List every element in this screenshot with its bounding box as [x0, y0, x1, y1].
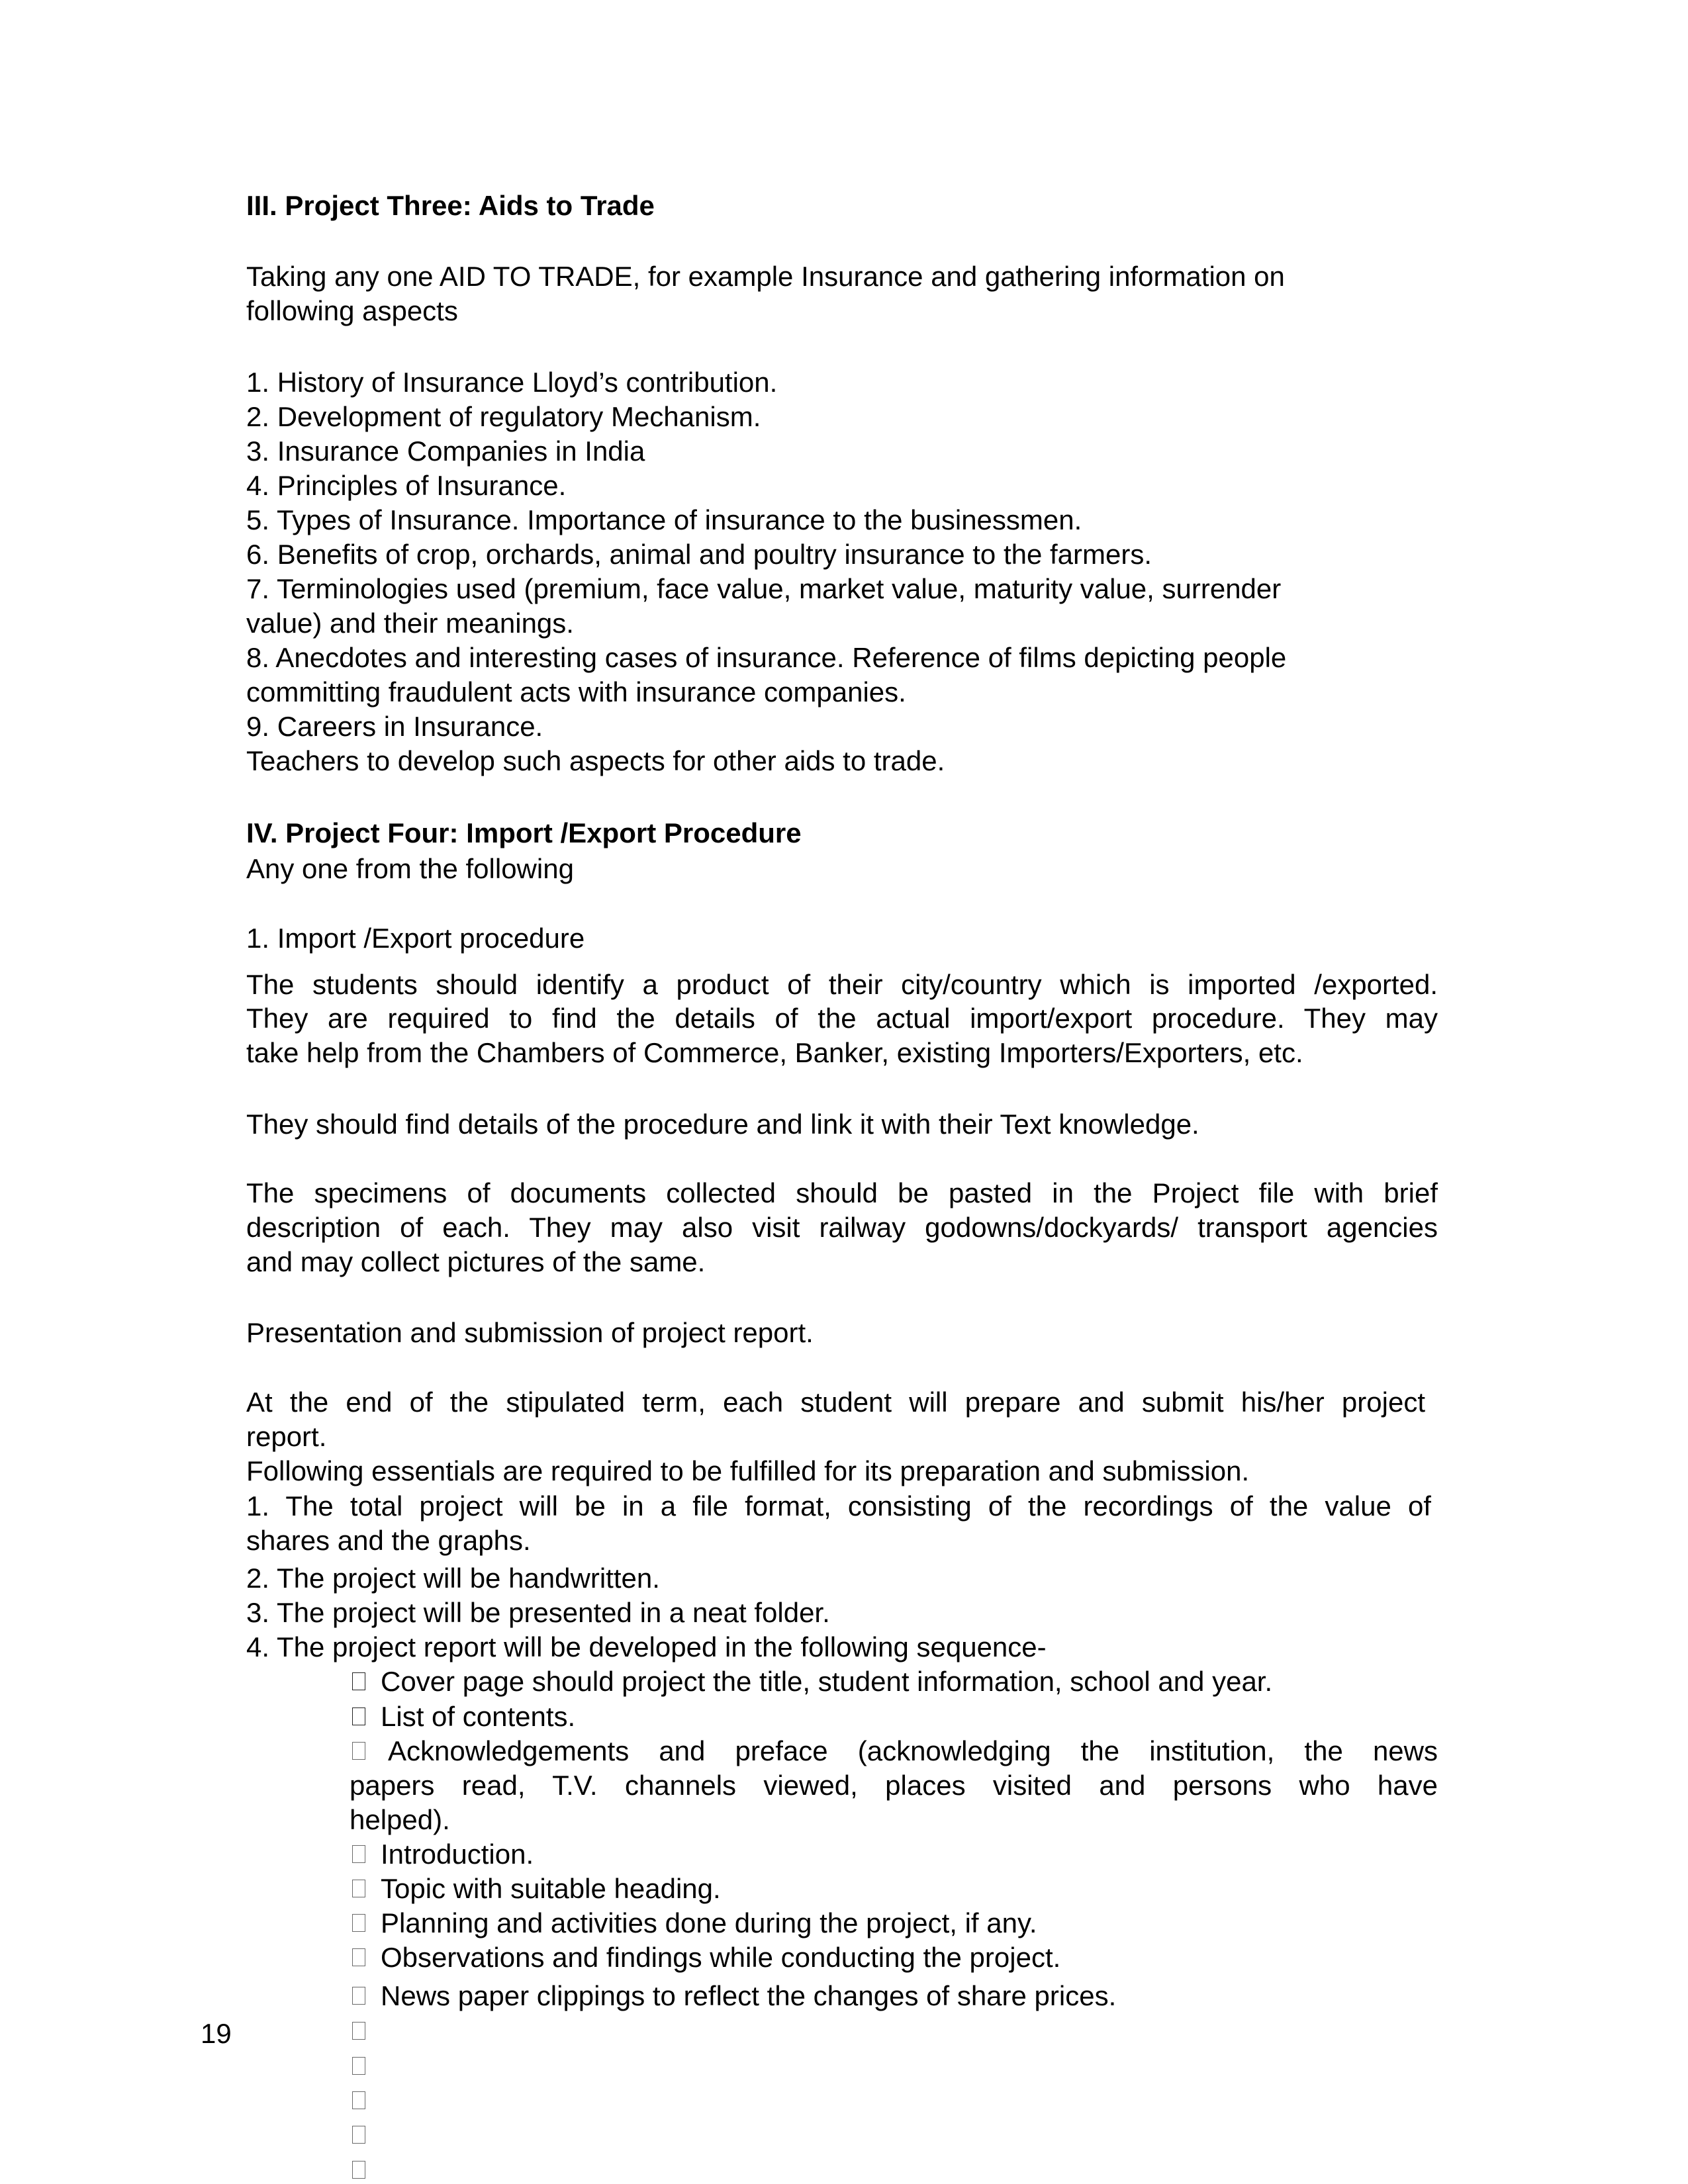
submission-title: Presentation and submission of project report.: [246, 1317, 814, 1348]
sequence-item-continued: papers read, T.V. channels viewed, places visited and persons who have: [350, 1770, 1438, 1801]
paragraph-line: and may collect pictures of the same.: [246, 1246, 706, 1277]
project-three-item: 8. Anecdotes and interesting cases of insurance. Reference of films depicting people: [246, 642, 1287, 673]
project-three-item: 4. Principles of Insurance.: [246, 470, 567, 501]
sequence-item: News paper clippings to reflect the changes of share prices.: [381, 1980, 1117, 2011]
sequence-item: Introduction.: [381, 1839, 534, 1870]
missing-glyph-box-icon: [352, 1948, 365, 1966]
project-three-intro-line-2: following aspects: [246, 295, 458, 326]
page-number: 19: [201, 2018, 232, 2049]
sequence-item: Topic with suitable heading.: [381, 1873, 721, 1904]
project-three-item: 7. Terminologies used (premium, face value, market value, maturity value, surrender: [246, 573, 1282, 604]
sequence-item: Planning and activities done during the project, if any.: [381, 1907, 1037, 1938]
project-three-item-continued: committing fraudulent acts with insurance companies.: [246, 676, 906, 707]
paragraph-line: The students should identify a product of their city/country which is imported /exported.: [246, 969, 1438, 1000]
sequence-item: Acknowledgements and preface (acknowledging the institution, the news: [388, 1735, 1438, 1766]
project-four-option: 1. Import /Export procedure: [246, 923, 585, 954]
sequence-item: Cover page should project the title, student information, school and year.: [381, 1666, 1273, 1697]
essentials-intro: Following essentials are required to be fulfilled for its preparation and submission.: [246, 1455, 1250, 1486]
project-three-item: 9. Careers in Insurance.: [246, 711, 543, 742]
project-three-item: 3. Insurance Companies in India: [246, 435, 645, 467]
essential-item: 2. The project will be handwritten.: [246, 1563, 660, 1594]
paragraph-line: report.: [246, 1421, 327, 1452]
missing-glyph-box-icon: [352, 2022, 365, 2040]
sequence-item: Observations and findings while conducting the project.: [381, 1942, 1061, 1973]
sequence-item: List of contents.: [381, 1701, 576, 1732]
sequence-item-continued: helped).: [350, 1804, 450, 1835]
paragraph-line: The specimens of documents collected should be pasted in the Project file with brief: [246, 1177, 1438, 1208]
paragraph-line: They should find details of the procedure and link it with their Text knowledge.: [246, 1109, 1199, 1140]
missing-glyph-box-icon: [352, 2126, 365, 2144]
project-three-intro-line-1: Taking any one AID TO TRADE, for example Insurance and gathering information on: [246, 261, 1285, 292]
project-four-subheading: Any one from the following: [246, 853, 574, 884]
essential-item-continued: shares and the graphs.: [246, 1525, 531, 1556]
paragraph-line: take help from the Chambers of Commerce, Banker, existing Importers/Exporters, etc.: [246, 1037, 1303, 1068]
missing-glyph-box-icon: [352, 1672, 365, 1690]
missing-glyph-box-icon: [352, 1742, 365, 1760]
missing-glyph-box-icon: [352, 1987, 365, 2005]
essential-item: 4. The project report will be developed in the following sequence-: [246, 1631, 1047, 1662]
project-four-heading: IV. Project Four: Import /Export Procedure: [246, 817, 802, 848]
missing-glyph-box-icon: [352, 2091, 365, 2109]
missing-glyph-box-icon: [352, 2161, 365, 2179]
paragraph-line: At the end of the stipulated term, each student will prepare and submit his/her project: [246, 1387, 1425, 1418]
paragraph-line: description of each. They may also visit railway godowns/dockyards/ transport agencies: [246, 1212, 1438, 1243]
project-three-item-continued: value) and their meanings.: [246, 608, 574, 639]
project-three-item: 1. History of Insurance Lloyd’s contribution.: [246, 367, 778, 398]
missing-glyph-box-icon: [352, 1707, 365, 1725]
missing-glyph-box-icon: [352, 1914, 365, 1932]
project-three-closing: Teachers to develop such aspects for other aids to trade.: [246, 745, 945, 776]
paragraph-line: They are required to find the details of the actual import/export procedure. They may: [246, 1003, 1438, 1034]
essential-item: 1. The total project will be in a file format, consisting of the recordings of the value of: [246, 1490, 1431, 1522]
missing-glyph-box-icon: [352, 1880, 365, 1897]
project-three-item: 6. Benefits of crop, orchards, animal and poultry insurance to the farmers.: [246, 539, 1152, 570]
missing-glyph-box-icon: [352, 2057, 365, 2075]
project-three-item: 5. Types of Insurance. Importance of insurance to the businessmen.: [246, 504, 1082, 535]
project-three-item: 2. Development of regulatory Mechanism.: [246, 401, 761, 432]
missing-glyph-box-icon: [352, 1845, 365, 1863]
project-three-heading: III. Project Three: Aids to Trade: [246, 190, 655, 221]
essential-item: 3. The project will be presented in a neat folder.: [246, 1597, 830, 1628]
